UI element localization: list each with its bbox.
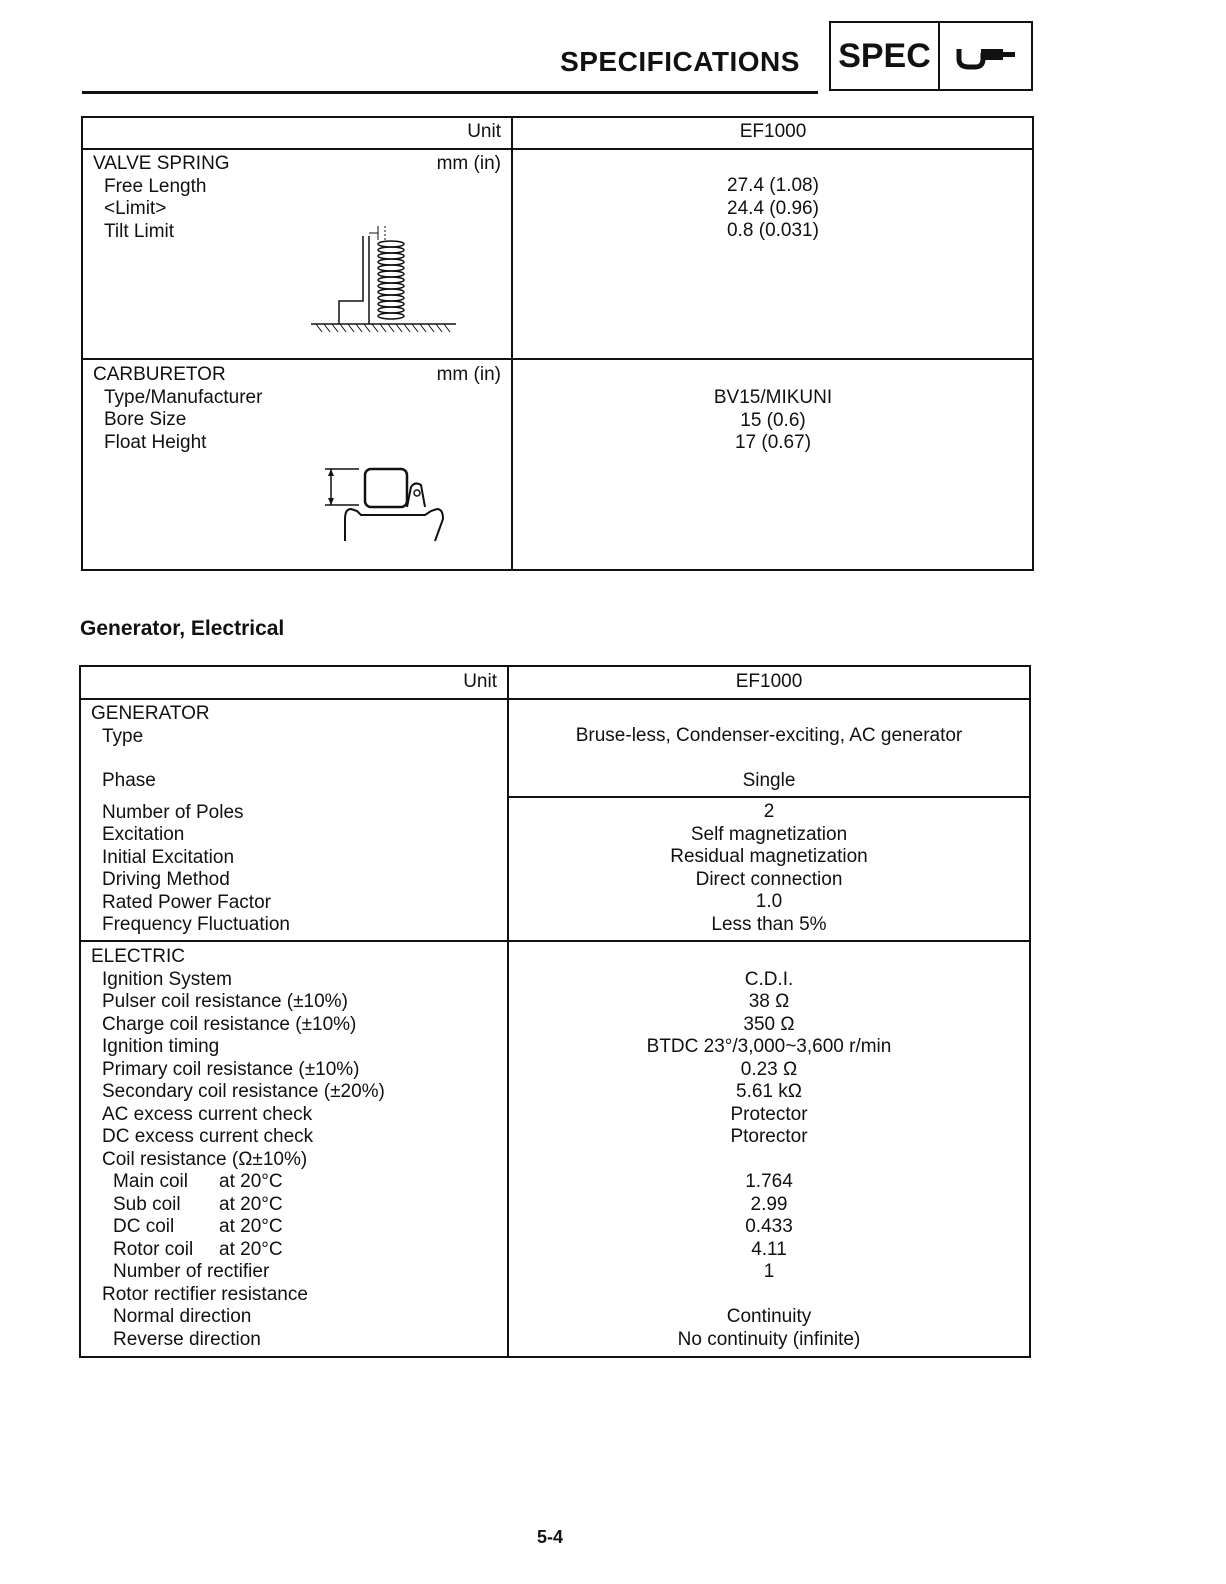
row-label: Bore Size (104, 409, 187, 430)
electric-values (509, 969, 1029, 1352)
coil-label: Main coil (113, 1171, 188, 1192)
row-value (509, 1149, 1029, 1172)
coil-condition: at 20°C (219, 1193, 283, 1215)
row-value: Protector (730, 1103, 808, 1125)
phase-value: Single (742, 769, 796, 791)
micrometer-icon (940, 23, 1031, 89)
row-label: Float Height (104, 431, 207, 453)
row-value: Direct connection (695, 868, 843, 890)
row-value: 1.0 (755, 891, 783, 912)
row-value: Self magnetization (690, 823, 848, 845)
row-value: 350 Ω (743, 1013, 795, 1035)
valve-spring-title: VALVE SPRING (93, 153, 230, 174)
carburetor-values (513, 387, 1033, 455)
generator-labels (91, 703, 290, 937)
row-label: Initial Excitation (102, 846, 235, 868)
row-value: 24.4 (0.96) (727, 197, 819, 219)
coil-value: 4.11 (751, 1238, 787, 1260)
normal-direction-value: Continuity (726, 1306, 812, 1327)
row-label: <Limit> (104, 198, 167, 219)
coil-condition: at 20°C (219, 1238, 283, 1260)
section-heading: Generator, Electrical (80, 617, 285, 640)
row-label: Free Length (104, 175, 207, 197)
float-height-diagram (321, 463, 451, 543)
row-label: Ignition System (102, 968, 232, 990)
row-value: 0.23 Ω (740, 1058, 798, 1080)
coil-value: 0.433 (745, 1216, 793, 1237)
coil-row (91, 1239, 501, 1262)
coil-label: Sub coil (113, 1193, 181, 1215)
valve-spring-unit: mm (in) (436, 153, 501, 174)
phase-label: Phase (102, 770, 156, 791)
row-label: Primary coil resistance (±10%) (102, 1058, 360, 1080)
row-label: Number of Poles (102, 801, 244, 823)
row-value: 15 (0.6) (740, 409, 806, 431)
model-header: EF1000 (739, 121, 807, 142)
row-label: Driving Method (102, 869, 230, 890)
coil-value: 1.764 (745, 1171, 793, 1192)
unit-header: Unit (467, 121, 501, 142)
coil-condition: at 20°C (219, 1216, 283, 1237)
coil-row (91, 1171, 501, 1194)
spec-badge (829, 21, 1033, 91)
row-value: Ptorector (730, 1126, 808, 1147)
rotor-rectifier-label: Rotor rectifier resistance (102, 1283, 308, 1305)
row-label: Charge coil resistance (±10%) (102, 1013, 357, 1035)
rectifier-value: 1 (763, 1261, 775, 1282)
coil-condition: at 20°C (219, 1171, 283, 1192)
row-label: Type/Manufacturer (104, 386, 263, 408)
row-value: Residual magnetization (670, 846, 868, 867)
valve-carb-table (81, 116, 1034, 571)
header-rule (82, 91, 818, 94)
coil-label: Rotor coil (113, 1238, 194, 1260)
spec-badge-label: SPEC (831, 23, 940, 89)
valve-spring-tilt-diagram (311, 226, 461, 336)
row-value: 38 Ω (748, 991, 790, 1012)
type-label: Type (102, 725, 144, 747)
row-label: Secondary coil resistance (±20%) (102, 1081, 385, 1102)
row-label: AC excess current check (102, 1103, 313, 1125)
row-value: 2 (763, 801, 775, 822)
type-value: Bruse-less, Condenser-exciting, AC generator (575, 725, 963, 746)
electric-labels (91, 946, 501, 1351)
row-label: Frequency Fluctuation (102, 914, 290, 935)
coil-label: DC coil (113, 1216, 175, 1237)
row-label: Excitation (102, 824, 185, 845)
row-value: 17 (0.67) (734, 432, 812, 453)
page-title: SPECIFICATIONS (560, 46, 800, 77)
coil-value: 2.99 (750, 1193, 788, 1215)
coil-row (91, 1216, 501, 1239)
coil-row (91, 1194, 501, 1217)
page-number: 5-4 (536, 1527, 563, 1547)
row-value: BTDC 23°/3,000~3,600 r/min (646, 1036, 892, 1057)
valve-spring-values (513, 175, 1033, 243)
row-label: DC excess current check (102, 1126, 314, 1147)
reverse-direction-value: No continuity (infinite) (677, 1328, 861, 1350)
row-value: Less than 5% (711, 913, 827, 935)
generator-electrical-table (79, 665, 1031, 1358)
generator-title: GENERATOR (91, 703, 210, 724)
carburetor-unit: mm (in) (436, 364, 501, 385)
row-value: 0.8 (0.031) (727, 220, 819, 241)
row-value: BV15/MIKUNI (713, 387, 833, 408)
normal-direction-label: Normal direction (113, 1306, 252, 1327)
model-header: EF1000 (735, 671, 803, 692)
row-value: 27.4 (1.08) (727, 175, 819, 196)
row-value: 5.61 kΩ (736, 1081, 802, 1102)
reverse-direction-label: Reverse direction (113, 1328, 261, 1350)
rectifier-label: Number of rectifier (113, 1261, 270, 1282)
row-label: Tilt Limit (104, 220, 175, 242)
row-label: Ignition timing (102, 1036, 220, 1057)
carburetor-title: CARBURETOR (93, 364, 226, 385)
row-value: C.D.I. (744, 968, 794, 990)
row-label: Coil resistance (Ω±10%) (102, 1148, 308, 1170)
row-label: Rated Power Factor (102, 891, 271, 913)
unit-header: Unit (463, 671, 497, 692)
generator-values (509, 725, 1029, 936)
electric-title: ELECTRIC (91, 946, 185, 967)
row-label: Pulser coil resistance (±10%) (102, 991, 348, 1012)
